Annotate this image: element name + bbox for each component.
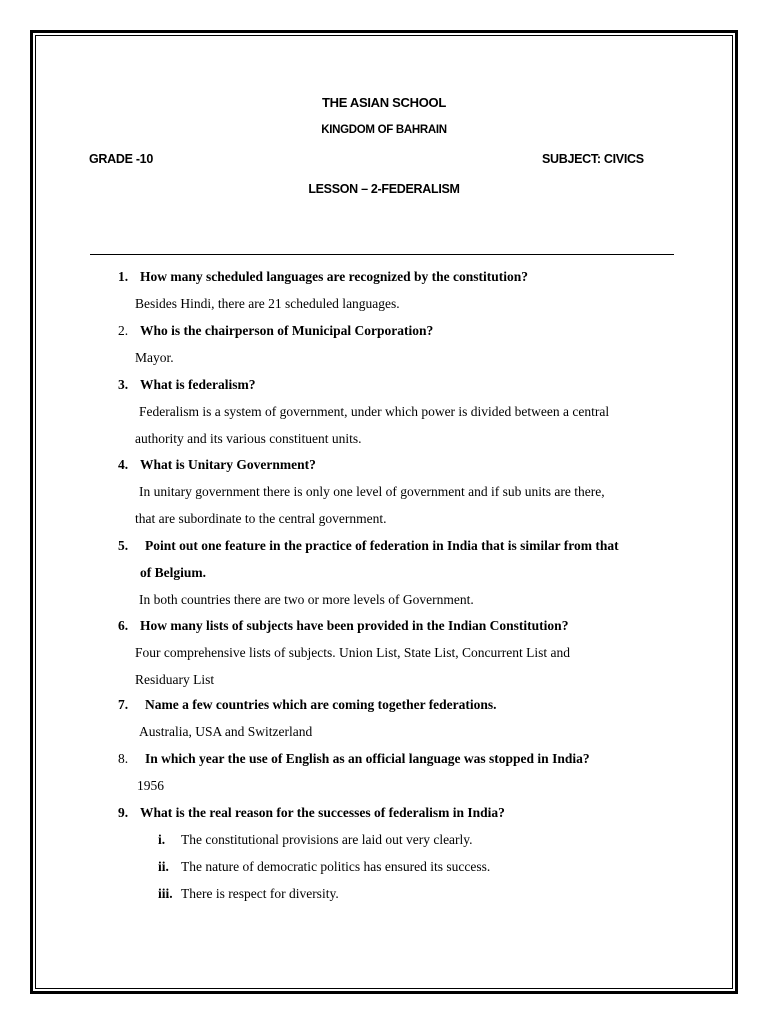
header-divider: [90, 254, 674, 255]
question-text: What is federalism?: [140, 377, 256, 392]
question-7: [118, 697, 497, 713]
answer-3-line-2: authority and its various constituent units.: [135, 431, 362, 446]
answer-5: In both countries there are two or more levels of Government.: [139, 592, 474, 607]
answer-8: 1956: [137, 778, 164, 793]
question-number: 7.: [118, 697, 129, 712]
question-number: 8.: [118, 751, 129, 766]
question-5-line-2: of Belgium.: [140, 565, 206, 580]
sub-item-text: The nature of democratic politics has ensured its success.: [181, 859, 491, 874]
question-number: 4.: [118, 457, 129, 472]
question-8: [118, 751, 590, 767]
question-9: [118, 805, 505, 821]
answer-4-line-1: In unitary government there is only one level of government and if sub units are there,: [139, 484, 605, 499]
question-number: 2.: [118, 323, 129, 338]
lesson-title: LESSON – 2-FEDERALISM: [308, 182, 460, 196]
question-text: In which year the use of English as an official language was stopped in India?: [145, 751, 590, 766]
answer-6-line-2: Residuary List: [135, 672, 215, 687]
sub-item-number: iii.: [158, 886, 173, 901]
school-name: THE ASIAN SCHOOL: [321, 95, 446, 110]
question-number: 9.: [118, 805, 129, 820]
question-text: Point out one feature in the practice of federation in India that is similar from that: [145, 538, 619, 553]
question-text: What is the real reason for the successes of federalism in India?: [140, 805, 505, 820]
kingdom-name: KINGDOM OF BAHRAIN: [321, 124, 447, 136]
answer-7: Australia, USA and Switzerland: [139, 724, 313, 739]
question-text: Name a few countries which are coming together federations.: [145, 697, 497, 712]
question-text: What is Unitary Government?: [140, 457, 316, 472]
question-number: 6.: [118, 618, 129, 633]
sub-item-text: There is respect for diversity.: [181, 886, 339, 901]
question-2: [118, 323, 433, 339]
question-text: How many lists of subjects have been provided in the Indian Constitution?: [140, 618, 569, 633]
question-4: [118, 457, 316, 473]
question-text: How many scheduled languages are recognized by the constitution?: [140, 269, 529, 284]
question-number: 5.: [118, 538, 129, 553]
answer-4-line-2: that are subordinate to the central government.: [135, 511, 387, 526]
question-1: [118, 269, 528, 285]
question-number: 1.: [118, 269, 129, 284]
answer-6-line-1: Four comprehensive lists of subjects. Union List, State List, Concurrent List and: [135, 645, 570, 660]
question-5-line-1: [118, 538, 619, 554]
grade-label: GRADE -10: [89, 152, 153, 166]
sub-item-number: ii.: [158, 859, 169, 874]
question-6: [118, 618, 568, 634]
sub-item-number: i.: [158, 832, 166, 847]
answer-1: Besides Hindi, there are 21 scheduled languages.: [135, 296, 400, 311]
answer-3-line-1: Federalism is a system of government, under which power is divided between a central: [139, 404, 610, 419]
question-number: 3.: [118, 377, 129, 392]
answer-2: Mayor.: [135, 350, 174, 365]
question-text: Who is the chairperson of Municipal Corporation?: [140, 323, 434, 338]
subject-label: SUBJECT: CIVICS: [542, 152, 644, 166]
sub-item-text: The constitutional provisions are laid out very clearly.: [181, 832, 473, 847]
question-3: [118, 377, 256, 393]
